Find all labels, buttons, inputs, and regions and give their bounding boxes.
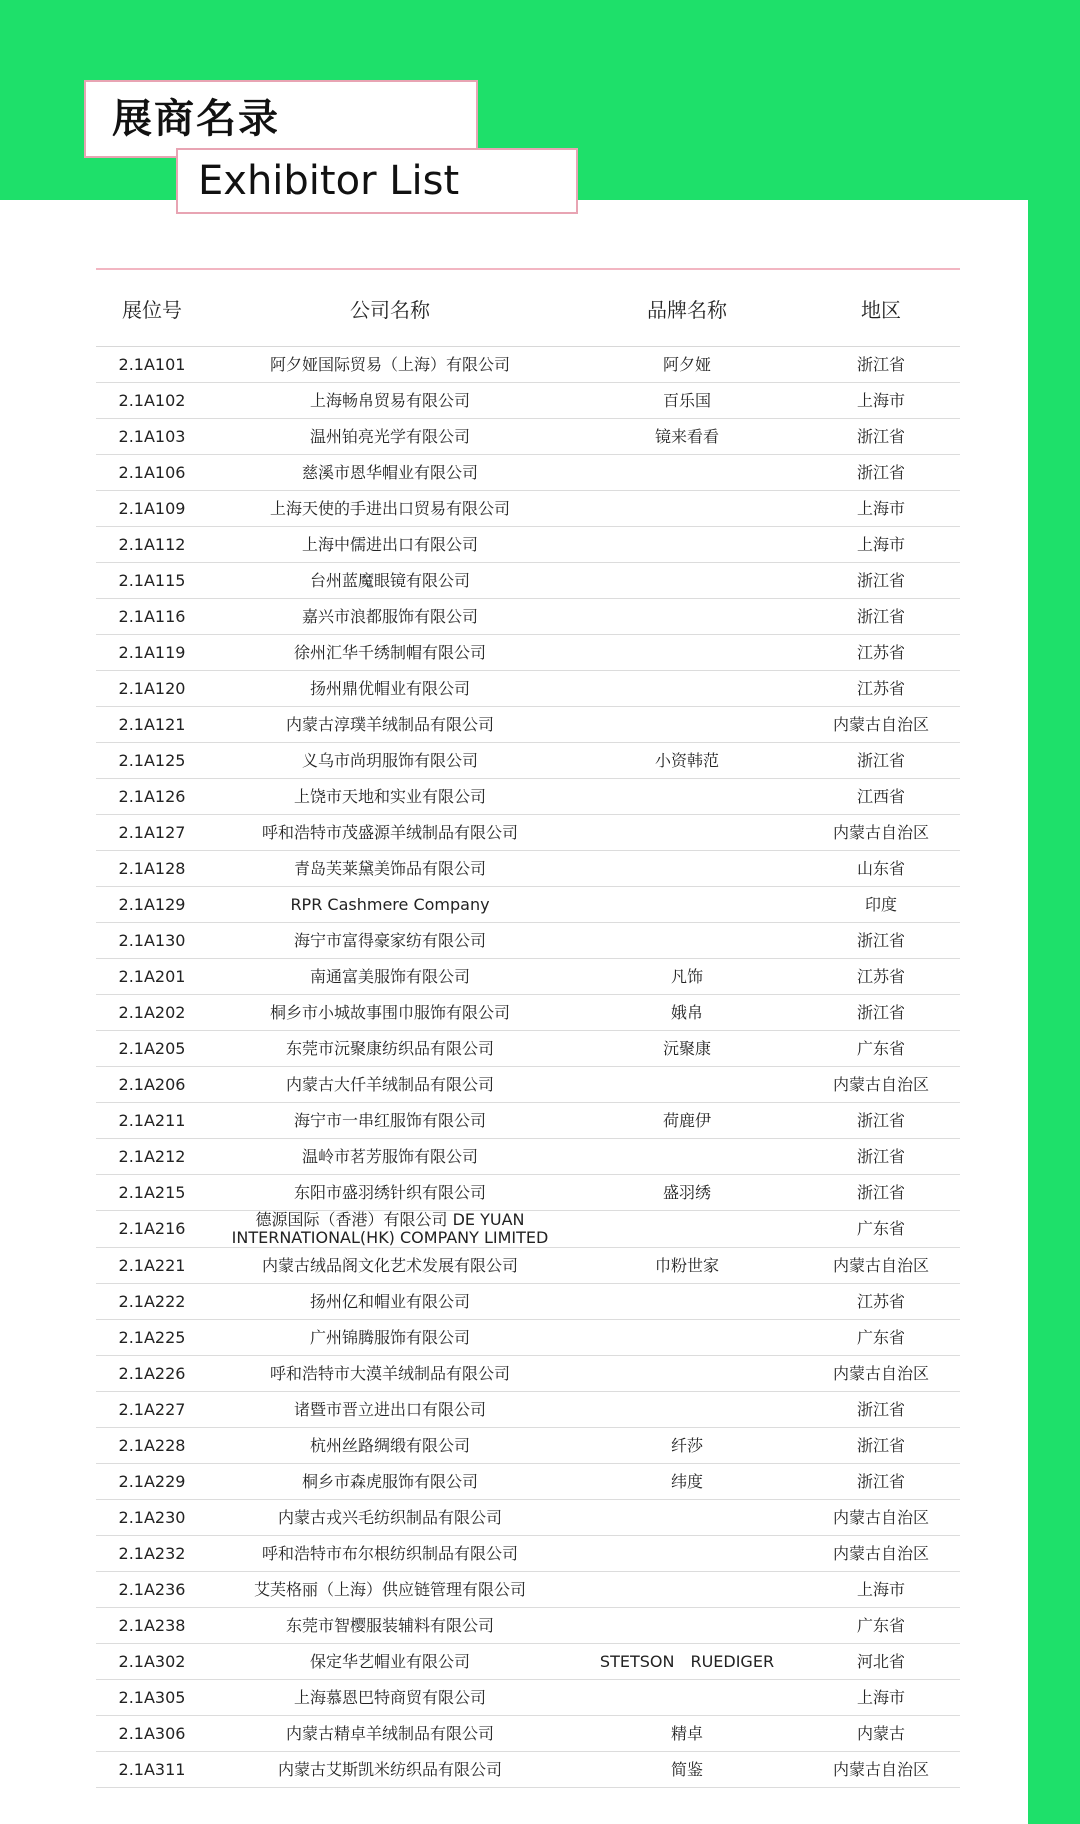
brand-name-cell: [572, 1680, 802, 1716]
brand-name-cell: [572, 815, 802, 851]
table-row: [96, 1248, 960, 1284]
booth-number-cell: 2.1A212: [96, 1139, 208, 1175]
company-name-cell: 上饶市天地和实业有限公司: [208, 779, 572, 815]
table-row: [96, 1031, 960, 1067]
brand-name-cell: 娥帛: [572, 995, 802, 1031]
booth-number-cell: 2.1A116: [96, 599, 208, 635]
region-cell: 内蒙古自治区: [802, 815, 960, 851]
company-name-cell: 内蒙古精卓羊绒制品有限公司: [208, 1716, 572, 1752]
company-name-cell: 徐州汇华千绣制帽有限公司: [208, 635, 572, 671]
region-cell: 浙江省: [802, 599, 960, 635]
table-row: [96, 743, 960, 779]
brand-name-cell: [572, 887, 802, 923]
company-name-cell: 上海慕恩巴特商贸有限公司: [208, 1680, 572, 1716]
region-cell: 浙江省: [802, 743, 960, 779]
booth-number-cell: 2.1A130: [96, 923, 208, 959]
region-cell: 广东省: [802, 1031, 960, 1067]
brand-name-cell: 沅聚康: [572, 1031, 802, 1067]
table-row: [96, 1067, 960, 1103]
column-header-brand: 品牌名称: [572, 270, 802, 347]
booth-number-cell: 2.1A305: [96, 1680, 208, 1716]
booth-number-cell: 2.1A201: [96, 959, 208, 995]
booth-number-cell: 2.1A225: [96, 1320, 208, 1356]
booth-number-cell: 2.1A221: [96, 1248, 208, 1284]
table-row: [96, 1536, 960, 1572]
region-cell: 浙江省: [802, 1139, 960, 1175]
company-name-cell: 上海天使的手进出口贸易有限公司: [208, 491, 572, 527]
company-name-cell: 慈溪市恩华帽业有限公司: [208, 455, 572, 491]
brand-name-cell: [572, 635, 802, 671]
booth-number-cell: 2.1A302: [96, 1644, 208, 1680]
booth-number-cell: 2.1A238: [96, 1608, 208, 1644]
region-cell: 广东省: [802, 1320, 960, 1356]
booth-number-cell: 2.1A215: [96, 1175, 208, 1211]
company-name-cell: 东莞市智樱服装辅料有限公司: [208, 1608, 572, 1644]
company-name-cell: 保定华艺帽业有限公司: [208, 1644, 572, 1680]
company-name-cell: 东阳市盛羽绣针织有限公司: [208, 1175, 572, 1211]
region-cell: 浙江省: [802, 347, 960, 383]
booth-number-cell: 2.1A102: [96, 383, 208, 419]
company-name-cell: 上海中儒进出口有限公司: [208, 527, 572, 563]
company-name-cell: 呼和浩特市茂盛源羊绒制品有限公司: [208, 815, 572, 851]
brand-name-cell: [572, 1572, 802, 1608]
booth-number-cell: 2.1A236: [96, 1572, 208, 1608]
company-name-cell: 东莞市沅聚康纺织品有限公司: [208, 1031, 572, 1067]
table-row: [96, 995, 960, 1031]
table-row: [96, 1500, 960, 1536]
company-name-cell: 嘉兴市浪都服饰有限公司: [208, 599, 572, 635]
table-row: [96, 1103, 960, 1139]
brand-name-cell: [572, 1139, 802, 1175]
region-cell: 内蒙古自治区: [802, 1067, 960, 1103]
company-name-cell: 诸暨市晋立进出口有限公司: [208, 1392, 572, 1428]
table-row: [96, 671, 960, 707]
brand-name-cell: [572, 851, 802, 887]
brand-name-cell: [572, 1608, 802, 1644]
company-name-cell: 阿夕娅国际贸易（上海）有限公司: [208, 347, 572, 383]
booth-number-cell: 2.1A229: [96, 1464, 208, 1500]
table-row: [96, 1464, 960, 1500]
brand-name-cell: 荷鹿伊: [572, 1103, 802, 1139]
brand-name-cell: [572, 1500, 802, 1536]
region-cell: 内蒙古自治区: [802, 1356, 960, 1392]
booth-number-cell: 2.1A306: [96, 1716, 208, 1752]
region-cell: 江苏省: [802, 1284, 960, 1320]
brand-name-cell: 纤莎: [572, 1428, 802, 1464]
table-row: [96, 599, 960, 635]
booth-number-cell: 2.1A127: [96, 815, 208, 851]
company-name-cell: 南通富美服饰有限公司: [208, 959, 572, 995]
table-row: [96, 959, 960, 995]
company-name-cell: 海宁市富得豪家纺有限公司: [208, 923, 572, 959]
company-name-cell: 德源国际（香港）有限公司 DE YUAN INTERNATIONAL(HK) COMPANY LIMITED: [208, 1211, 572, 1248]
table-row: [96, 1572, 960, 1608]
region-cell: 浙江省: [802, 419, 960, 455]
brand-name-cell: [572, 779, 802, 815]
booth-number-cell: 2.1A101: [96, 347, 208, 383]
booth-number-cell: 2.1A211: [96, 1103, 208, 1139]
booth-number-cell: 2.1A205: [96, 1031, 208, 1067]
company-name-cell: 台州蓝魔眼镜有限公司: [208, 563, 572, 599]
booth-number-cell: 2.1A232: [96, 1536, 208, 1572]
region-cell: 上海市: [802, 383, 960, 419]
region-cell: 河北省: [802, 1644, 960, 1680]
table-row: [96, 383, 960, 419]
region-cell: 浙江省: [802, 1175, 960, 1211]
brand-name-cell: 百乐国: [572, 383, 802, 419]
brand-name-cell: [572, 563, 802, 599]
table-row: [96, 815, 960, 851]
region-cell: 浙江省: [802, 1428, 960, 1464]
brand-name-cell: [572, 1067, 802, 1103]
brand-name-cell: [572, 1284, 802, 1320]
table-row: [96, 1320, 960, 1356]
booth-number-cell: 2.1A222: [96, 1284, 208, 1320]
booth-number-cell: 2.1A226: [96, 1356, 208, 1392]
booth-number-cell: 2.1A106: [96, 455, 208, 491]
brand-name-cell: STETSON RUEDIGER: [572, 1644, 802, 1680]
region-cell: 浙江省: [802, 1392, 960, 1428]
brand-name-cell: [572, 1211, 802, 1248]
company-name-cell: 内蒙古艾斯凯米纺织品有限公司: [208, 1752, 572, 1788]
brand-name-cell: [572, 1320, 802, 1356]
booth-number-cell: 2.1A103: [96, 419, 208, 455]
company-name-cell: 内蒙古大仟羊绒制品有限公司: [208, 1067, 572, 1103]
brand-name-cell: 镜来看看: [572, 419, 802, 455]
brand-name-cell: 巾粉世家: [572, 1248, 802, 1284]
company-name-cell: RPR Cashmere Company: [208, 887, 572, 923]
region-cell: 浙江省: [802, 995, 960, 1031]
brand-name-cell: [572, 455, 802, 491]
company-name-cell: 呼和浩特市大漠羊绒制品有限公司: [208, 1356, 572, 1392]
region-cell: 浙江省: [802, 1103, 960, 1139]
brand-name-cell: [572, 527, 802, 563]
table-row: [96, 887, 960, 923]
booth-number-cell: 2.1A126: [96, 779, 208, 815]
region-cell: 广东省: [802, 1211, 960, 1248]
table-row: [96, 563, 960, 599]
region-cell: 江西省: [802, 779, 960, 815]
brand-name-cell: 简鉴: [572, 1752, 802, 1788]
exhibitor-table: [96, 270, 960, 1788]
booth-number-cell: 2.1A227: [96, 1392, 208, 1428]
column-header-company: 公司名称: [208, 270, 572, 347]
company-name-cell: 上海畅帛贸易有限公司: [208, 383, 572, 419]
region-cell: 内蒙古自治区: [802, 1500, 960, 1536]
brand-name-cell: [572, 1392, 802, 1428]
region-cell: 上海市: [802, 1572, 960, 1608]
brand-name-cell: [572, 923, 802, 959]
table-row: [96, 1356, 960, 1392]
column-header-region: 地区: [802, 270, 960, 347]
region-cell: 内蒙古自治区: [802, 1248, 960, 1284]
region-cell: 江苏省: [802, 671, 960, 707]
region-cell: 山东省: [802, 851, 960, 887]
column-header-booth: 展位号: [96, 270, 208, 347]
company-name-cell: 温岭市茗芳服饰有限公司: [208, 1139, 572, 1175]
booth-number-cell: 2.1A311: [96, 1752, 208, 1788]
company-name-cell: 海宁市一串红服饰有限公司: [208, 1103, 572, 1139]
brand-name-cell: 阿夕娅: [572, 347, 802, 383]
booth-number-cell: 2.1A128: [96, 851, 208, 887]
brand-name-cell: [572, 671, 802, 707]
region-cell: 内蒙古自治区: [802, 1536, 960, 1572]
brand-name-cell: 小资韩范: [572, 743, 802, 779]
table-row: [96, 1608, 960, 1644]
region-cell: 上海市: [802, 527, 960, 563]
table-header-row: [96, 270, 960, 347]
table-row: [96, 455, 960, 491]
region-cell: 内蒙古自治区: [802, 707, 960, 743]
page-title-english: Exhibitor List: [176, 148, 578, 214]
brand-name-cell: [572, 599, 802, 635]
company-name-cell: 青岛芙莱黛美饰品有限公司: [208, 851, 572, 887]
booth-number-cell: 2.1A120: [96, 671, 208, 707]
page-title-chinese: 展商名录: [84, 80, 478, 158]
table-row: [96, 347, 960, 383]
brand-name-cell: 凡饰: [572, 959, 802, 995]
company-name-cell: 内蒙古绒品阁文化艺术发展有限公司: [208, 1248, 572, 1284]
booth-number-cell: 2.1A230: [96, 1500, 208, 1536]
table-row: [96, 491, 960, 527]
company-name-cell: 扬州亿和帽业有限公司: [208, 1284, 572, 1320]
company-name-cell: 温州铂亮光学有限公司: [208, 419, 572, 455]
booth-number-cell: 2.1A125: [96, 743, 208, 779]
table-row: [96, 1392, 960, 1428]
table-row: [96, 779, 960, 815]
company-name-cell: 广州锦腾服饰有限公司: [208, 1320, 572, 1356]
region-cell: 浙江省: [802, 455, 960, 491]
booth-number-cell: 2.1A228: [96, 1428, 208, 1464]
table-row: [96, 1644, 960, 1680]
brand-name-cell: [572, 707, 802, 743]
table-row: [96, 1428, 960, 1464]
company-name-cell: 内蒙古戎兴毛纺织制品有限公司: [208, 1500, 572, 1536]
brand-name-cell: 盛羽绣: [572, 1175, 802, 1211]
booth-number-cell: 2.1A119: [96, 635, 208, 671]
company-name-cell: 桐乡市森虎服饰有限公司: [208, 1464, 572, 1500]
table-row: [96, 527, 960, 563]
booth-number-cell: 2.1A129: [96, 887, 208, 923]
region-cell: 内蒙古: [802, 1716, 960, 1752]
table-row: [96, 1716, 960, 1752]
company-name-cell: 内蒙古淳璞羊绒制品有限公司: [208, 707, 572, 743]
brand-name-cell: [572, 1356, 802, 1392]
region-cell: 上海市: [802, 491, 960, 527]
exhibitor-table-container: [96, 268, 960, 1788]
table-row: [96, 707, 960, 743]
region-cell: 浙江省: [802, 563, 960, 599]
table-row: [96, 1680, 960, 1716]
company-name-cell: 义乌市尚玥服饰有限公司: [208, 743, 572, 779]
region-cell: 江苏省: [802, 959, 960, 995]
table-row: [96, 1139, 960, 1175]
booth-number-cell: 2.1A121: [96, 707, 208, 743]
brand-name-cell: 纬度: [572, 1464, 802, 1500]
company-name-cell: 扬州鼎优帽业有限公司: [208, 671, 572, 707]
region-cell: 印度: [802, 887, 960, 923]
table-row: [96, 1284, 960, 1320]
region-cell: 上海市: [802, 1680, 960, 1716]
region-cell: 广东省: [802, 1608, 960, 1644]
booth-number-cell: 2.1A216: [96, 1211, 208, 1248]
brand-name-cell: [572, 491, 802, 527]
brand-name-cell: [572, 1536, 802, 1572]
region-cell: 江苏省: [802, 635, 960, 671]
table-row: [96, 851, 960, 887]
brand-name-cell: 精卓: [572, 1716, 802, 1752]
company-name-cell: 桐乡市小城故事围巾服饰有限公司: [208, 995, 572, 1031]
booth-number-cell: 2.1A115: [96, 563, 208, 599]
region-cell: 浙江省: [802, 923, 960, 959]
booth-number-cell: 2.1A206: [96, 1067, 208, 1103]
table-row: [96, 1752, 960, 1788]
table-row: [96, 419, 960, 455]
booth-number-cell: 2.1A112: [96, 527, 208, 563]
company-name-cell: 杭州丝路绸缎有限公司: [208, 1428, 572, 1464]
region-cell: 浙江省: [802, 1464, 960, 1500]
table-row: [96, 923, 960, 959]
company-name-cell: 呼和浩特市布尔根纺织制品有限公司: [208, 1536, 572, 1572]
booth-number-cell: 2.1A202: [96, 995, 208, 1031]
company-name-cell: 艾芙格丽（上海）供应链管理有限公司: [208, 1572, 572, 1608]
table-row: [96, 635, 960, 671]
table-row: [96, 1211, 960, 1248]
green-side-strip: [1028, 0, 1080, 1824]
region-cell: 内蒙古自治区: [802, 1752, 960, 1788]
booth-number-cell: 2.1A109: [96, 491, 208, 527]
table-row: [96, 1175, 960, 1211]
